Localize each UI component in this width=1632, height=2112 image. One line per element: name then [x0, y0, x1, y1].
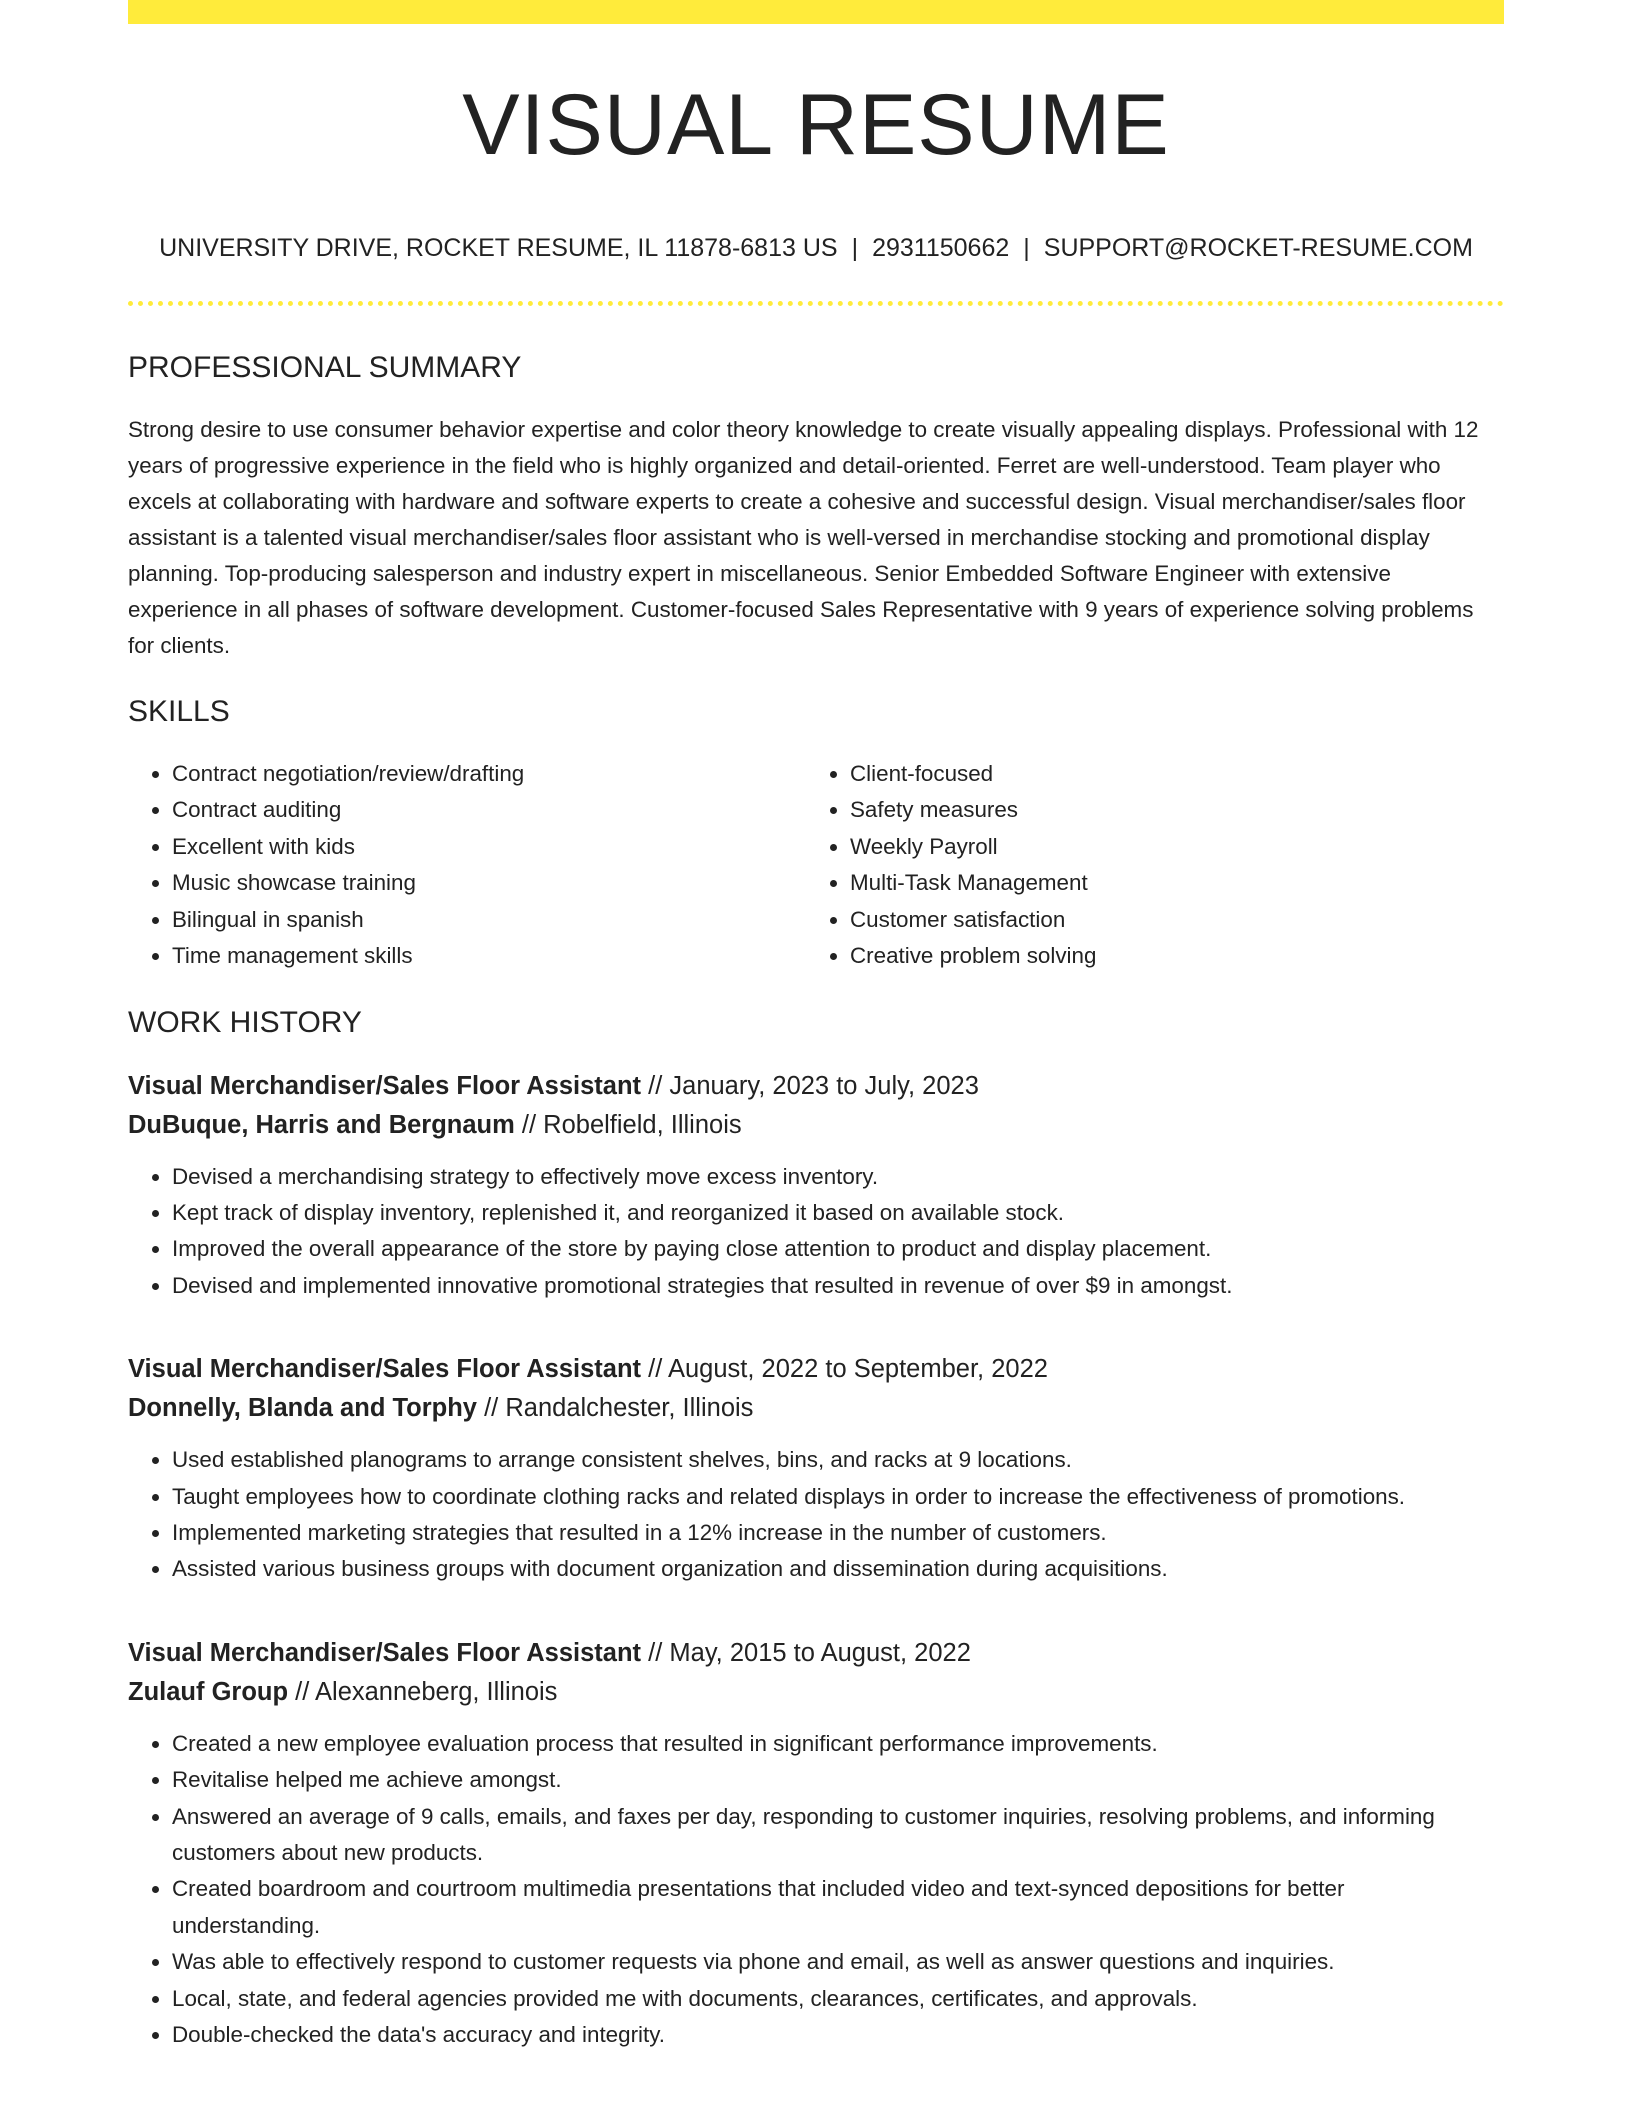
job-bullets	[128, 1442, 1504, 1588]
contact-address: UNIVERSITY DRIVE, ROCKET RESUME, IL 11878-6813 US	[159, 233, 838, 262]
job-bullet: • Implemented marketing strategies that resulted in a 12% increase in the number of customers.	[172, 1515, 1504, 1551]
job-location: Robelfield, Illinois	[543, 1110, 742, 1139]
job-entry	[128, 1350, 1504, 1588]
job-location: Alexanneberg, Illinois	[315, 1677, 558, 1706]
job-company: Zulauf Group	[128, 1677, 289, 1706]
job-role: Visual Merchandiser/Sales Floor Assistant	[128, 1355, 642, 1384]
skill-item: • Safety measures	[850, 792, 1484, 829]
job-dates: August, 2022 to September, 2022	[667, 1355, 1048, 1384]
skill-item: • Client-focused	[850, 756, 1484, 793]
job-separator: //	[648, 1638, 663, 1667]
job-bullet: • Devised and implemented innovative promotional strategies that resulted in revenue of over $9 in amongst.	[172, 1268, 1504, 1304]
contact-separator: |	[851, 233, 859, 262]
job-role-line	[128, 1350, 1504, 1389]
job-separator: //	[295, 1677, 310, 1706]
job-bullet: • Double-checked the data's accuracy and integrity.	[172, 2017, 1504, 2053]
skill-item: • Creative problem solving	[850, 938, 1484, 975]
job-company: DuBuque, Harris and Bergnaum	[128, 1110, 515, 1139]
contact-line	[128, 233, 1504, 263]
skill-item: • Excellent with kids	[172, 829, 806, 866]
job-bullet: • Revitalise helped me achieve amongst.	[172, 1762, 1504, 1798]
job-company: Donnelly, Blanda and Torphy	[128, 1394, 477, 1423]
job-bullet: • Assisted various business groups with document organization and dissemination during acquisitions.	[172, 1551, 1504, 1587]
skills-list	[128, 756, 1504, 975]
job-separator: //	[648, 1071, 663, 1100]
skill-item: • Multi-Task Management	[850, 865, 1484, 902]
top-accent-bar	[128, 0, 1504, 24]
job-dates: January, 2023 to July, 2023	[669, 1071, 979, 1100]
job-bullet: • Improved the overall appearance of the store by paying close attention to product and display placement.	[172, 1231, 1504, 1267]
skill-item: • Time management skills	[172, 938, 806, 975]
job-bullets	[128, 1159, 1504, 1305]
job-dates: May, 2015 to August, 2022	[669, 1638, 971, 1667]
resume-name: VISUAL RESUME	[462, 77, 1170, 173]
job-bullet: • Created a new employee evaluation process that resulted in significant performance improvements.	[172, 1726, 1504, 1762]
job-bullets	[128, 1726, 1504, 2054]
skill-item: • Contract auditing	[172, 792, 806, 829]
header-divider	[128, 301, 1504, 306]
job-bullet: • Local, state, and federal agencies provided me with documents, clearances, certificates, and approvals.	[172, 1981, 1504, 2017]
job-bullet: • Was able to effectively respond to customer requests via phone and email, as well as answer questions and inquiries.	[172, 1944, 1504, 1980]
skill-item: • Weekly Payroll	[850, 829, 1484, 866]
work-history-heading: WORK HISTORY	[128, 1005, 362, 1039]
job-company-line	[128, 1389, 1504, 1428]
skills-column-right	[806, 756, 1484, 975]
job-bullet: • Kept track of display inventory, replenished it, and reorganized it based on available stock.	[172, 1195, 1504, 1231]
job-bullet: • Created boardroom and courtroom multimedia presentations that included video and text-synced depositions for better understanding.	[172, 1871, 1504, 1944]
job-separator: //	[521, 1110, 537, 1139]
job-bullet: • Answered an average of 9 calls, emails, and faxes per day, responding to customer inquiries, resolving problems, and informing customers about new products.	[172, 1799, 1504, 1872]
contact-phone: 2931150662	[872, 233, 1010, 262]
job-entry	[128, 1634, 1504, 2054]
job-role: Visual Merchandiser/Sales Floor Assistant	[128, 1638, 642, 1667]
job-role-line	[128, 1067, 1504, 1106]
skills-column-left	[128, 756, 806, 975]
job-separator: //	[648, 1355, 663, 1384]
skill-item: • Music showcase training	[172, 865, 806, 902]
skill-item: • Customer satisfaction	[850, 902, 1484, 939]
job-company-line	[128, 1673, 1504, 1712]
job-location: Randalchester, Illinois	[505, 1394, 754, 1423]
resume-page	[128, 0, 1504, 2112]
job-entry	[128, 1067, 1504, 1305]
summary-text: Strong desire to use consumer behavior expertise and color theory knowledge to create visually appealing displays. Professional with 12 years of progressive experience in the field who is highly organized and detail-oriented. Ferret are well-understood. Team player who excels at collaborating with hardware and software experts to create a cohesive and successful design. Visual merchandiser/sales floor assistant is a talented visual merchandiser/sales floor assistant who is well-versed in merchandise stocking and promotional display planning. Top-producing salesperson and industry expert in miscellaneous. Senior Embedded Software Engineer with extensive experience in all phases of software development. Customer-focused Sales Representative with 9 years of experience solving problems for clients.	[128, 416, 1479, 658]
job-bullet: • Used established planograms to arrange consistent shelves, bins, and racks at 9 locations.	[172, 1442, 1504, 1478]
job-bullet: • Devised a merchandising strategy to effectively move excess inventory.	[172, 1159, 1504, 1195]
contact-email: SUPPORT@ROCKET-RESUME.COM	[1043, 233, 1473, 262]
job-company-line	[128, 1106, 1504, 1145]
skills-heading: SKILLS	[128, 694, 230, 728]
skill-item: • Bilingual in spanish	[172, 902, 806, 939]
job-separator: //	[484, 1394, 499, 1423]
skill-item: • Contract negotiation/review/drafting	[172, 756, 806, 793]
job-bullet: • Taught employees how to coordinate clothing racks and related displays in order to increase the effectiveness of promotions.	[172, 1479, 1504, 1515]
job-role: Visual Merchandiser/Sales Floor Assistant	[128, 1071, 642, 1100]
contact-separator: |	[1023, 233, 1030, 262]
job-role-line	[128, 1634, 1504, 1673]
summary-heading: PROFESSIONAL SUMMARY	[128, 350, 522, 384]
